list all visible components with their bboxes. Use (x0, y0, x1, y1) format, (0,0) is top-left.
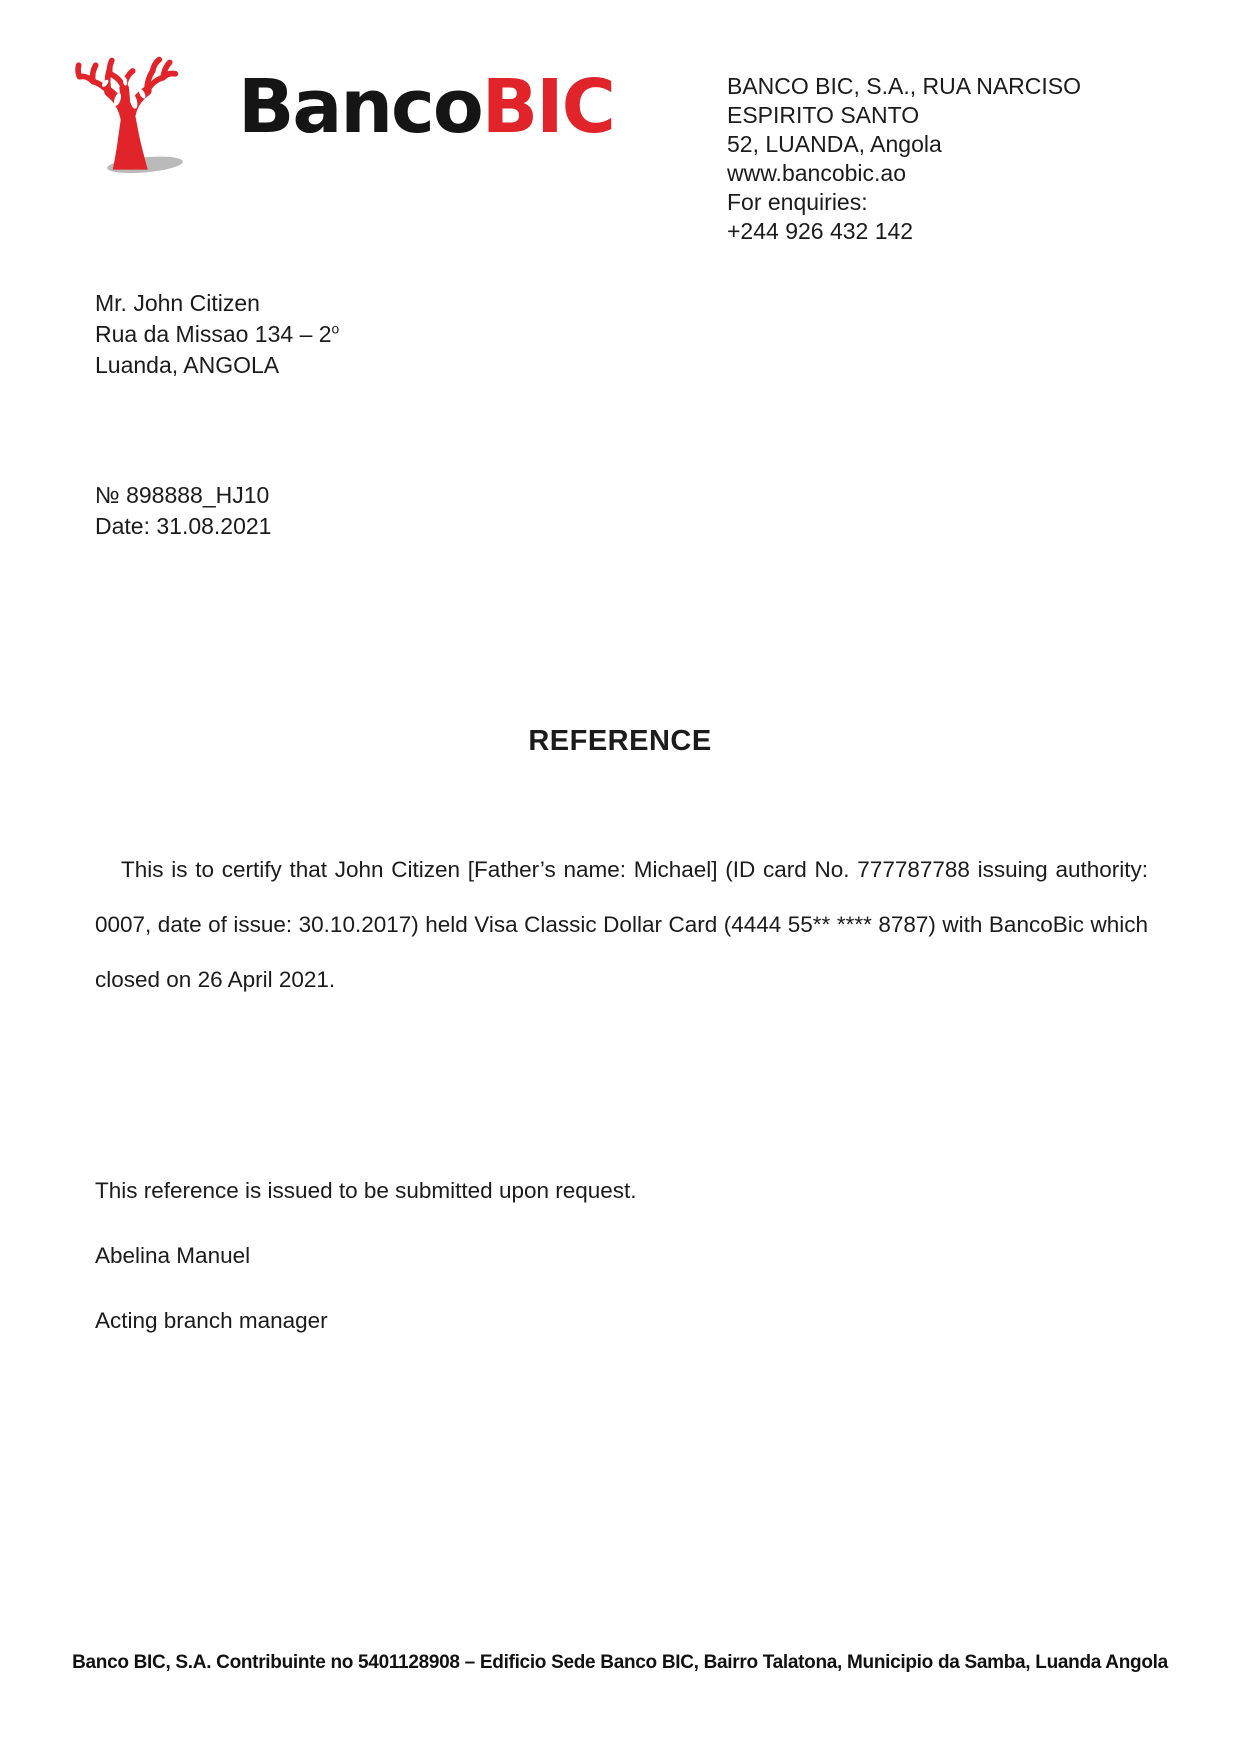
bank-website: www.bancobic.ao (727, 160, 906, 186)
recipient-street-superscript: o (331, 321, 340, 337)
recipient-street-text: Rua da Missao 134 – 2 (95, 321, 332, 347)
reference-meta-block (95, 480, 271, 542)
bank-enquiries-label: For enquiries: (727, 189, 868, 215)
bank-phone: +244 926 432 142 (727, 218, 914, 244)
reference-number: № 898888_HJ10 (95, 482, 270, 508)
recipient-name: Mr. John Citizen (95, 290, 260, 316)
bank-address-line-1: BANCO BIC, S.A., RUA NARCISO (727, 73, 1082, 99)
bank-contact-block (727, 72, 1147, 246)
bank-address-line-2: ESPIRITO SANTO (727, 102, 920, 128)
document-title: REFERENCE (528, 725, 712, 757)
logo-text-banco: Banco (238, 64, 482, 150)
footer-legal-line: Banco BIC, S.A. Contribuinte no 5401128908 – Edificio Sede Banco BIC, Bairro Talatona, Municipio da Samba, Luanda Angola (72, 1652, 1168, 1673)
certification-paragraph: This is to certify that John Citizen [Father’s name: Michael] (ID card No. 777787788 issuing authority: 0007, date of issue: 30.10.2017) held Visa Classic Dollar Card (4444 55** **** 8787) with BancoBic which closed on 26 April 2021. (95, 857, 1148, 992)
recipient-street (95, 319, 339, 350)
bank-logo (64, 52, 614, 180)
logo-wordmark (238, 64, 614, 150)
signer-name: Abelina Manuel (95, 1243, 251, 1268)
reference-date: Date: 31.08.2021 (95, 513, 272, 539)
recipient-address-block (95, 288, 339, 381)
logo-text-bic: BIC (481, 64, 614, 150)
recipient-city: Luanda, ANGOLA (95, 352, 280, 378)
bank-address-line-3: 52, LUANDA, Angola (727, 131, 942, 157)
issuance-note: This reference is issued to be submitted upon request. (95, 1178, 637, 1203)
baobab-tree-icon (64, 52, 190, 180)
signer-title: Acting branch manager (95, 1308, 328, 1333)
